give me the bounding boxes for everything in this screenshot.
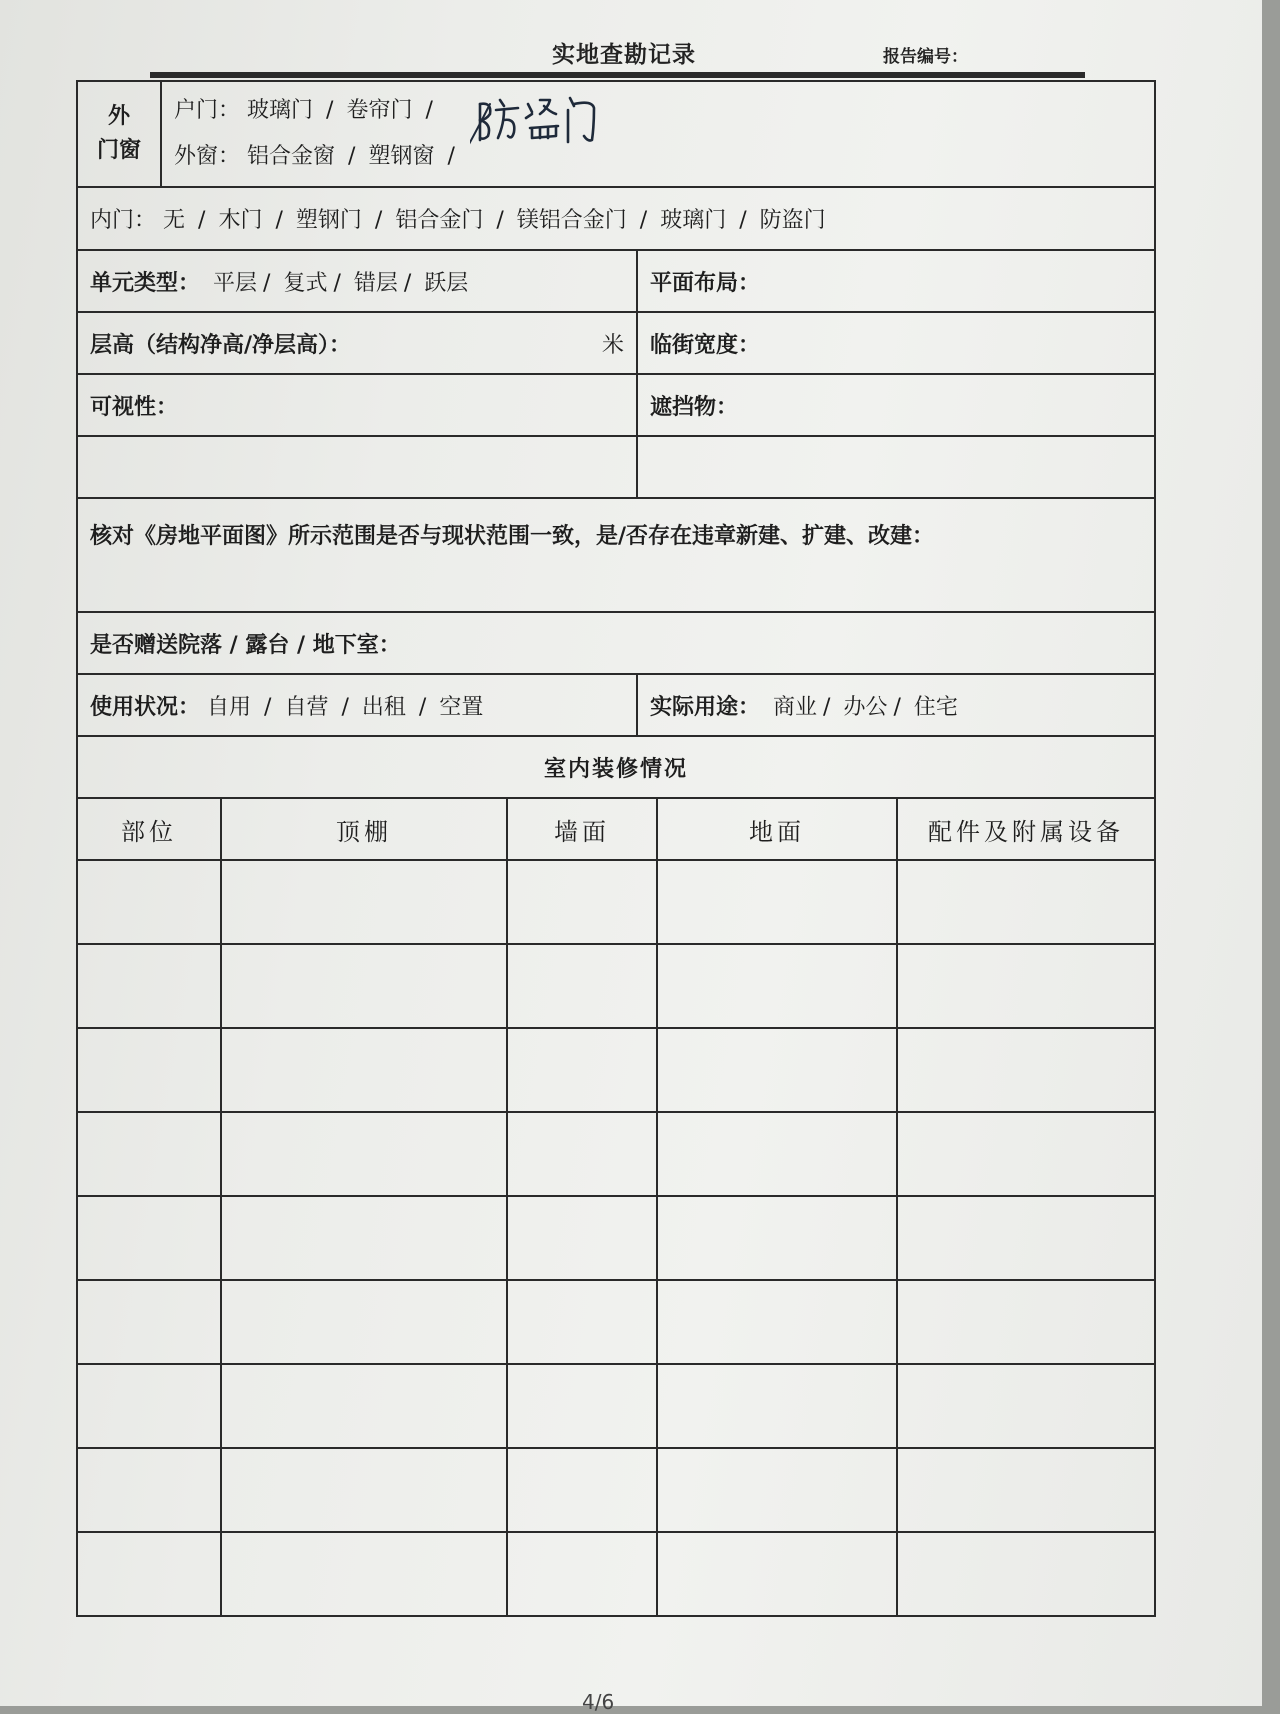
gift-label: 是否赠送院落 / 露台 / 地下室： xyxy=(90,632,401,658)
decoration-row xyxy=(77,1028,1155,1112)
door-line xyxy=(174,88,1142,134)
option-separator: / xyxy=(639,208,648,233)
usage-status-option: 空置 xyxy=(439,694,484,720)
verification-row xyxy=(77,498,1155,612)
floor-plan-cell xyxy=(637,250,1155,312)
unit-type-option: 跃层 xyxy=(424,270,469,296)
door-option: 玻璃门 xyxy=(247,98,314,123)
decoration-cell xyxy=(77,944,221,1028)
verification-cell xyxy=(77,498,1155,612)
actual-use-cell: 实际用途： 商业 / 办公 / 住宅 xyxy=(637,674,1155,736)
option-separator: / xyxy=(264,694,272,720)
decoration-cell xyxy=(221,1364,507,1448)
door-label: 户门： xyxy=(174,98,241,123)
decoration-cell xyxy=(507,1448,657,1532)
decoration-cell xyxy=(77,1448,221,1532)
actual-use-label: 实际用途： xyxy=(650,694,761,720)
inner-door-row xyxy=(77,187,1155,250)
decoration-cell xyxy=(507,1112,657,1196)
decoration-cell xyxy=(221,944,507,1028)
decoration-cell xyxy=(77,1532,221,1616)
decoration-cell xyxy=(507,860,657,944)
option-separator: / xyxy=(326,98,334,123)
usage-status-label: 使用状况： xyxy=(90,694,201,720)
decoration-cell xyxy=(657,1448,897,1532)
decoration-cell xyxy=(77,1196,221,1280)
visibility-cell xyxy=(77,374,637,436)
decoration-cell xyxy=(657,860,897,944)
street-width-cell xyxy=(637,312,1155,374)
page-number: 4/6 xyxy=(582,1690,615,1714)
decoration-cell xyxy=(77,1028,221,1112)
decoration-cell xyxy=(221,1280,507,1364)
option-separator: / xyxy=(418,694,427,720)
header-rule xyxy=(150,72,1085,78)
decoration-cell xyxy=(507,1028,657,1112)
option-separator: / xyxy=(374,208,383,233)
decoration-cell xyxy=(507,1532,657,1616)
decoration-cell xyxy=(77,1364,221,1448)
decoration-cell xyxy=(507,1280,657,1364)
column-header-wall: 墙面 xyxy=(507,798,657,860)
decoration-cell xyxy=(897,1112,1155,1196)
column-header-ceiling: 顶棚 xyxy=(221,798,507,860)
visibility-label: 可视性： xyxy=(90,394,179,420)
decoration-row xyxy=(77,1532,1155,1616)
decoration-cell xyxy=(221,1112,507,1196)
obstruction-cell xyxy=(637,374,1155,436)
floor-height-label: 层高（结构净高/净层高）： xyxy=(90,332,352,358)
decoration-cell xyxy=(657,944,897,1028)
floor-plan-label: 平面布局： xyxy=(650,270,761,296)
option-separator: / xyxy=(341,694,349,720)
decoration-cell xyxy=(897,944,1155,1028)
window-option: 塑钢窗 xyxy=(368,144,435,169)
outer-windows-label xyxy=(77,81,161,187)
decoration-cell xyxy=(657,1532,897,1616)
decoration-cell xyxy=(221,1196,507,1280)
decoration-cell xyxy=(507,944,657,1028)
decoration-row xyxy=(77,1280,1155,1364)
decoration-row xyxy=(77,1112,1155,1196)
handwritten-door-type xyxy=(470,84,610,154)
inner-door-option: 无 xyxy=(163,208,186,233)
visibility-row xyxy=(77,374,1155,436)
decoration-cell xyxy=(897,1280,1155,1364)
decoration-cell xyxy=(221,1532,507,1616)
inner-door-label: 内门： xyxy=(90,208,157,233)
outer-label-line2: 门窗 xyxy=(96,138,141,163)
actual-use-option: 办公 xyxy=(843,694,888,720)
decoration-cell xyxy=(221,1028,507,1112)
usage-status-option: 自用 xyxy=(207,694,252,720)
outer-windows-content xyxy=(161,81,1155,187)
decoration-cell xyxy=(657,1364,897,1448)
floor-height-row xyxy=(77,312,1155,374)
usage-status-option: 出租 xyxy=(361,694,406,720)
survey-form-table xyxy=(76,80,1156,1617)
page-header xyxy=(0,0,1262,80)
option-separator: / xyxy=(348,144,356,169)
decoration-cell xyxy=(897,1028,1155,1112)
decoration-cell xyxy=(77,1112,221,1196)
gift-cell xyxy=(77,612,1155,674)
option-separator: / xyxy=(496,208,504,233)
decoration-cell xyxy=(897,860,1155,944)
decoration-cell xyxy=(897,1448,1155,1532)
window-option: 铝合金窗 xyxy=(247,144,336,169)
decoration-row xyxy=(77,1364,1155,1448)
decoration-header-row xyxy=(77,798,1155,860)
usage-row xyxy=(77,674,1155,736)
report-number-label: 报告编号： xyxy=(883,47,968,67)
blank-row xyxy=(77,436,1155,498)
unit-type-option: 错层 xyxy=(353,270,398,296)
gift-row xyxy=(77,612,1155,674)
decoration-cell xyxy=(221,1448,507,1532)
decoration-cell xyxy=(507,1196,657,1280)
unit-type-cell: 单元类型： 平层 / 复式 / 错层 / 跃层 xyxy=(77,250,637,312)
actual-use-option: 商业 xyxy=(773,694,818,720)
decoration-cell xyxy=(657,1028,897,1112)
inner-door-option: 镁铝合金门 xyxy=(516,208,627,233)
decoration-cell xyxy=(897,1364,1155,1448)
option-separator: / xyxy=(275,208,283,233)
inner-door-option: 木门 xyxy=(218,208,263,233)
decoration-cell xyxy=(77,1280,221,1364)
decoration-row xyxy=(77,944,1155,1028)
decoration-section-title: 室内装修情况 xyxy=(77,736,1155,798)
column-header-part: 部位 xyxy=(77,798,221,860)
inner-door-cell xyxy=(77,187,1155,250)
decoration-row xyxy=(77,860,1155,944)
decoration-cell xyxy=(657,1196,897,1280)
decoration-row xyxy=(77,1196,1155,1280)
floor-height-unit: 米 xyxy=(601,332,624,358)
decoration-cell xyxy=(897,1196,1155,1280)
actual-use-option: 住宅 xyxy=(913,694,958,720)
inner-door-option: 铝合金门 xyxy=(395,208,484,233)
window-label: 外窗： xyxy=(174,144,241,169)
decoration-cell xyxy=(77,860,221,944)
floor-height-cell xyxy=(77,312,637,374)
document-title: 实地查勘记录 xyxy=(552,42,696,68)
usage-status-option: 自营 xyxy=(284,694,329,720)
street-width-label: 临街宽度： xyxy=(650,332,761,358)
outer-label-line1: 外 xyxy=(107,104,130,129)
option-separator: / xyxy=(739,208,747,233)
outer-windows-row xyxy=(77,81,1155,187)
decoration-cell xyxy=(221,860,507,944)
inner-door-option: 防盗门 xyxy=(759,208,826,233)
door-option: 卷帘门 xyxy=(346,98,413,123)
verification-text: 核对《房地平面图》所示范围是否与现状范围一致，是/否存在违章新建、扩建、改建： xyxy=(90,524,935,549)
decoration-title-row xyxy=(77,736,1155,798)
window-line xyxy=(174,134,1142,180)
inner-door-option: 塑钢门 xyxy=(295,208,362,233)
decoration-cell xyxy=(507,1364,657,1448)
decoration-cell xyxy=(657,1280,897,1364)
unit-type-option: 平层 xyxy=(213,270,258,296)
decoration-row xyxy=(77,1448,1155,1532)
obstruction-label: 遮挡物： xyxy=(650,394,739,420)
blank-cell-left xyxy=(77,436,637,498)
option-separator: / xyxy=(425,98,433,123)
usage-status-cell xyxy=(77,674,637,736)
option-separator: / xyxy=(447,144,455,169)
unit-type-row xyxy=(77,250,1155,312)
decoration-cell xyxy=(657,1112,897,1196)
decoration-cell xyxy=(897,1532,1155,1616)
unit-type-label: 单元类型： xyxy=(90,270,201,296)
inner-door-option: 玻璃门 xyxy=(660,208,727,233)
column-header-floor: 地面 xyxy=(657,798,897,860)
unit-type-option: 复式 xyxy=(283,270,328,296)
blank-cell-right xyxy=(637,436,1155,498)
option-separator: / xyxy=(198,208,206,233)
column-header-fittings: 配件及附属设备 xyxy=(897,798,1155,860)
